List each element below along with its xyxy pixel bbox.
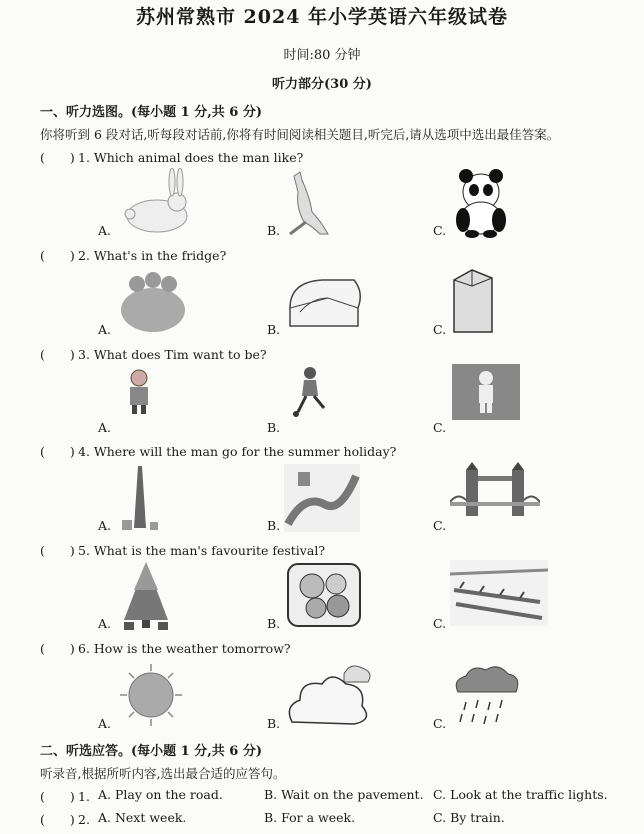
question-2 bbox=[40, 246, 226, 264]
response-option-b: B. Wait on the pavement. bbox=[264, 787, 424, 802]
christmas-tree-icon bbox=[118, 560, 174, 632]
question-text: 6. How is the weather tomorrow? bbox=[78, 641, 291, 656]
question-5 bbox=[40, 541, 325, 559]
boy-icon bbox=[122, 368, 156, 416]
football-player-icon bbox=[290, 366, 330, 418]
option-b-label: B. bbox=[267, 616, 281, 631]
option-c-label: C. bbox=[433, 616, 447, 631]
grapes-icon bbox=[115, 268, 191, 336]
response-option-b: B. For a week. bbox=[264, 810, 356, 825]
option-a-label: A. bbox=[98, 716, 112, 731]
option-c-label: C. bbox=[433, 518, 447, 533]
question-text: 4. Where will the man go for the summer holiday? bbox=[78, 444, 397, 459]
canton-tower-icon bbox=[118, 464, 162, 532]
option-c-label: C. bbox=[433, 420, 447, 435]
option-a-label: A. bbox=[98, 420, 112, 435]
option-b-label: B. bbox=[267, 223, 281, 238]
section2-instruction: 听录音,根据所听内容,选出最合适的应答句。 bbox=[40, 766, 286, 781]
question-4 bbox=[40, 442, 396, 460]
answer-paren[interactable]: ( ) bbox=[40, 444, 75, 459]
option-a-label: A. bbox=[98, 322, 112, 337]
question-text: 5. What is the man's favourite festival? bbox=[78, 543, 326, 558]
question-number: 2. bbox=[78, 812, 90, 827]
sun-icon bbox=[120, 664, 182, 726]
response-question-2 bbox=[40, 810, 90, 828]
rain-icon bbox=[452, 664, 522, 726]
option-a-label: A. bbox=[98, 518, 112, 533]
option-a-label: A. bbox=[98, 616, 112, 631]
panda-icon bbox=[450, 166, 512, 238]
answer-paren[interactable]: ( ) bbox=[40, 248, 75, 263]
bread-icon bbox=[282, 268, 366, 336]
answer-paren[interactable]: ( ) bbox=[40, 789, 75, 804]
response-question-1 bbox=[40, 787, 90, 805]
astronaut-icon bbox=[452, 364, 520, 420]
option-c-label: C. bbox=[433, 322, 447, 337]
answer-paren[interactable]: ( ) bbox=[40, 150, 75, 165]
response-option-a: A. Play on the road. bbox=[98, 787, 223, 802]
milk-carton-icon bbox=[448, 266, 496, 336]
option-b-label: B. bbox=[267, 518, 281, 533]
question-number: 1. bbox=[78, 789, 90, 804]
rabbit-icon bbox=[112, 168, 192, 238]
question-1 bbox=[40, 148, 303, 166]
section1-instruction: 你将听到 6 段对话,听每段对话前,你将有时间阅读相关题目,听完后,请从选项中选出最佳答案。 bbox=[40, 127, 560, 142]
section1-heading: 一、听力选图。(每小题 1 分,共 6 分) bbox=[40, 105, 263, 120]
option-a-label: A. bbox=[98, 223, 112, 238]
kangaroo-icon bbox=[282, 168, 342, 240]
answer-paren[interactable]: ( ) bbox=[40, 347, 75, 362]
section2-heading: 二、听选应答。(每小题 1 分,共 6 分) bbox=[40, 744, 263, 759]
part-heading: 听力部分(30 分) bbox=[272, 77, 372, 92]
exam-time: 时间:80 分钟 bbox=[283, 48, 361, 63]
response-option-a: A. Next week. bbox=[98, 810, 187, 825]
question-text: 3. What does Tim want to be? bbox=[78, 347, 267, 362]
answer-paren[interactable]: ( ) bbox=[40, 641, 75, 656]
great-wall-icon bbox=[284, 464, 360, 532]
option-b-label: B. bbox=[267, 420, 281, 435]
answer-paren[interactable]: ( ) bbox=[40, 543, 75, 558]
response-option-c: C. Look at the traffic lights. bbox=[433, 787, 608, 802]
option-c-label: C. bbox=[433, 716, 447, 731]
dragon-boats-icon bbox=[450, 560, 548, 626]
tower-bridge-icon bbox=[450, 462, 540, 522]
option-b-label: B. bbox=[267, 322, 281, 337]
question-6 bbox=[40, 639, 291, 657]
cloud-icon bbox=[284, 660, 376, 730]
option-b-label: B. bbox=[267, 716, 281, 731]
question-text: 1. Which animal does the man like? bbox=[78, 150, 304, 165]
option-c-label: C. bbox=[433, 223, 447, 238]
mooncakes-icon bbox=[286, 562, 362, 628]
page-title: 苏州常熟市 2024 年小学英语六年级试卷 bbox=[135, 6, 509, 28]
response-option-c: C. By train. bbox=[433, 810, 505, 825]
question-text: 2. What's in the fridge? bbox=[78, 248, 227, 263]
answer-paren[interactable]: ( ) bbox=[40, 812, 75, 827]
question-3 bbox=[40, 345, 267, 363]
